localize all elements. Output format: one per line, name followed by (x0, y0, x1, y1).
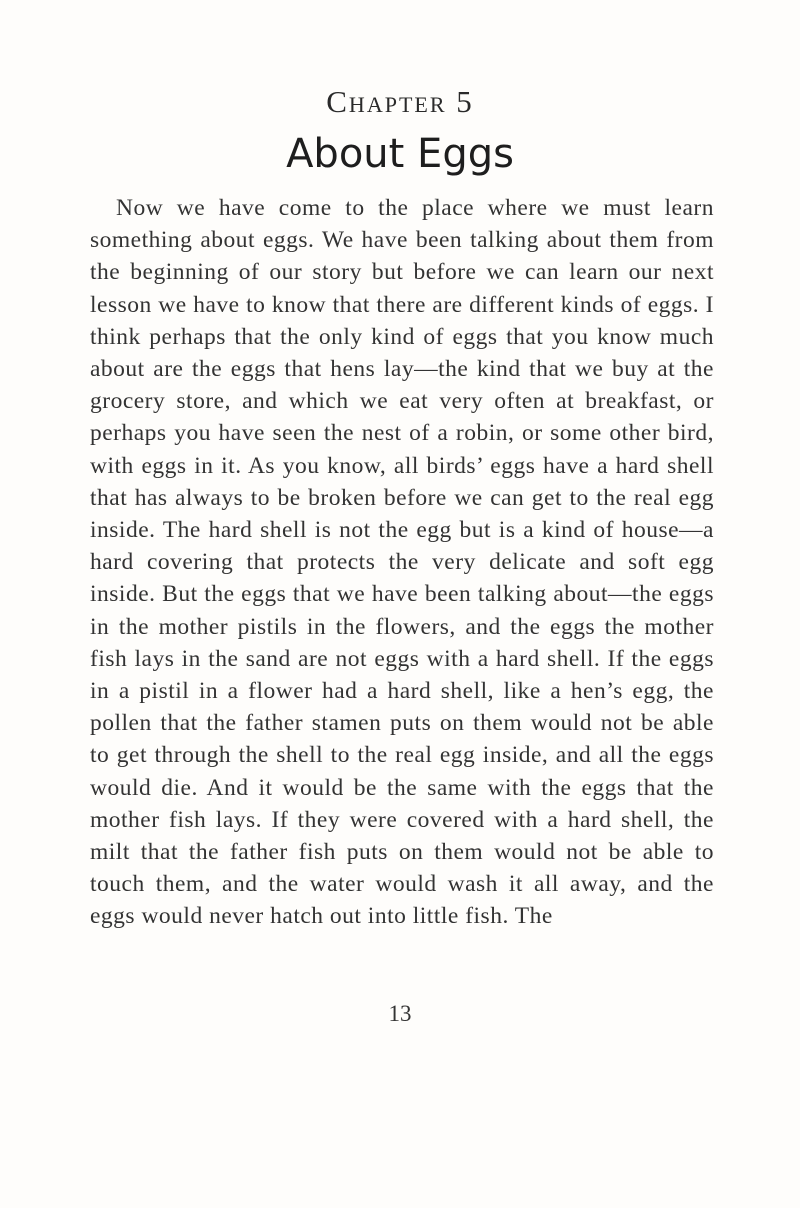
page-number: 13 (388, 1001, 412, 1026)
chapter-heading: Chapter 5 (326, 84, 474, 119)
body-paragraph: Now we have come to the place where we must learn something about eggs. We have been talking about them from the beginning of our story but before we can learn our next lesson we have to know that there are different kinds of eggs. I think perhaps that the only kind of eggs that you know much about are the eggs that hens lay—the kind that we buy at the grocery store, and which we eat very often at breakfast, or perhaps you have seen the nest of a robin, or some other bird, with eggs in it. As you know, all birds’ eggs have a hard shell that has always to be broken before we can get to the real egg inside. The hard shell is not the egg but is a kind of house—a hard covering that protects the very delicate and soft egg inside. But the eggs that we have been talking about—the eggs in the mother pistils in the flowers, and the eggs the mother fish lays in the sand are not eggs with a hard shell. If the eggs in a pistil in a flower had a hard shell, like a hen’s egg, the pollen that the father stamen puts on them would not be able to get through the shell to the real egg inside, and all the eggs would die. And it would be the same with the eggs that the mother fish lays. If they were covered with a hard shell, the milt that the father fish puts on them would not be able to touch them, and the water would wash it all away, and the eggs would never hatch out into little fish. The (90, 195, 714, 930)
chapter-title: About Eggs (286, 131, 514, 177)
